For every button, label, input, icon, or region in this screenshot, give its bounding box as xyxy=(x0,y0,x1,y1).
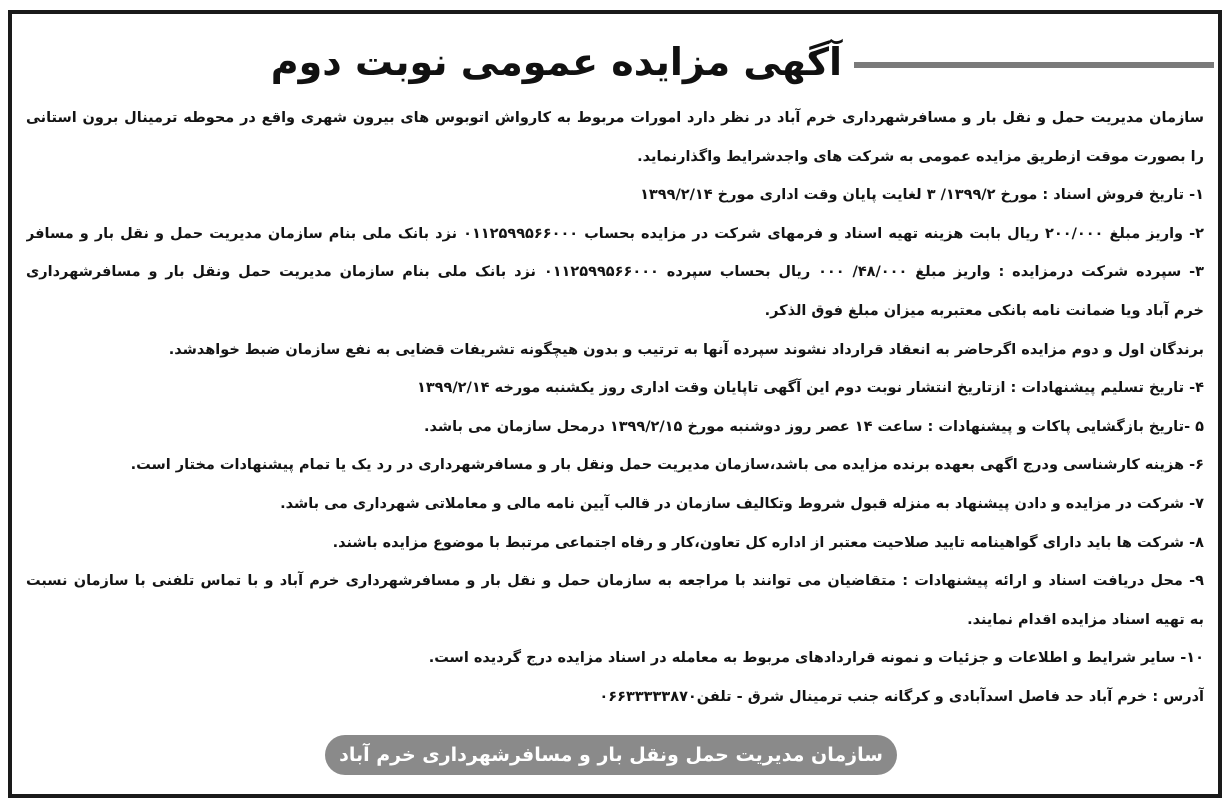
winners-clause: برندگان اول و دوم مزایده اگرحاضر به انعقاد قرارداد نشوند سپرده آنها به ترتیب و بدون هیچگونه تشریفات قضایی به نفع سازمان ضبط خواهدشد. xyxy=(168,341,1204,358)
item-3-deposit: ۳- سپرده شرکت درمزایده : واریز مبلغ ۴۸/۰۰۰/ ۰۰۰ ریال بحساب سپرده ۰۱۱۲۵۹۹۵۶۶۰۰۰ نزد بانک ملی بنام سازمان مدیریت حمل ونقل بار و مسافرشهرداری xyxy=(26,264,1204,281)
intro-line-2: را بصورت موقت ازطریق مزایده عمومی به شرکت های واجدشرایط واگذارنماید. xyxy=(637,148,1204,165)
item-2-document-fee: ۲- واریز مبلغ ۲۰۰/۰۰۰ ریال بابت هزینه تهیه اسناد و فرمهای شرکت در مزایده بحساب ۰۱۱۲۵۹۹۵۶۶۰۰۰ نزد بانک ملی بنام سازمان مدیریت حمل و نقل بار و مسافر xyxy=(26,225,1204,242)
item-4-submission-date: ۴- تاریخ تسلیم پیشنهادات : ازتاریخ انتشار نوبت دوم این آگهی تاپایان وقت اداری روز یکشنبه مورخه ۱۳۹۹/۲/۱۴ xyxy=(416,380,1204,397)
item-1-sale-date: ۱- تاریخ فروش اسناد : مورخ ۱۳۹۹/۲/ ۳ لغایت پایان وقت اداری مورخ ۱۳۹۹/۲/۱۴ xyxy=(640,187,1204,204)
item-10-other-terms: ۱۰- سایر شرایط و اطلاعات و جزئیات و نمونه قراردادهای مربوط به معامله در اسناد مزایده درج گردیده است. xyxy=(428,650,1204,667)
address-line: آدرس : خرم آباد حد فاصل اسدآبادی و کرگانه جنب ترمینال شرق - تلفن۰۶۶۳۳۳۳۳۸۷۰ xyxy=(599,688,1204,705)
item-7-acceptance: ۷- شرکت در مزایده و دادن پیشنهاد به منزله قبول شروط وتکالیف سازمان در قالب آیین نامه مالی و معاملاتی شهرداری می باشد. xyxy=(280,495,1204,512)
notice-title: آگهی مزایده عمومی نوبت دوم xyxy=(270,40,842,84)
title-row xyxy=(12,30,1218,94)
title-rule xyxy=(854,62,1214,68)
notice-frame xyxy=(8,10,1222,798)
organization-footer: سازمان مدیریت حمل ونقل بار و مسافرشهرداری خرم آباد xyxy=(325,735,897,775)
item-8-certificate: ۸- شرکت ها باید دارای گواهینامه تایید صلاحیت معتبر از اداره کل تعاون،کار و رفاه اجتماعی مرتبط با موضوع مزایده باشند. xyxy=(332,534,1204,551)
item-9-documents-location: ۹- محل دریافت اسناد و ارائه پیشنهادات : متقاضیان می توانند با مراجعه به سازمان حمل و نقل بار و مسافرشهرداری خرم آباد و با تماس تلفنی با سازمان نسبت xyxy=(26,573,1204,590)
item-3-deposit-cont: خرم آباد ویا ضمانت نامه بانکی معتبربه میزان مبلغ فوق الذکر. xyxy=(764,302,1204,319)
item-9-documents-location-cont: به تهیه اسناد مزایده اقدام نمایند. xyxy=(967,611,1204,628)
notice-body xyxy=(26,99,1204,717)
item-6-fees: ۶- هزینه کارشناسی ودرج اگهی بعهده برنده مزایده می باشد،سازمان مدیریت حمل ونقل بار و مسافرشهرداری در رد یک یا تمام پیشنهادات مختار است. xyxy=(130,457,1204,474)
intro-line-1: سازمان مدیریت حمل و نقل بار و مسافرشهرداری خرم آباد در نظر دارد امورات مربوط به کارواش اتوبوس های بیرون شهری واقع در محوطه ترمینال برون استانی xyxy=(26,110,1204,126)
item-5-opening-date: ۵ -تاریخ بازگشایی پاکات و پیشنهادات : ساعت ۱۴ عصر روز دوشنبه مورخ ۱۳۹۹/۲/۱۵ درمحل سازمان می باشد. xyxy=(423,418,1204,435)
